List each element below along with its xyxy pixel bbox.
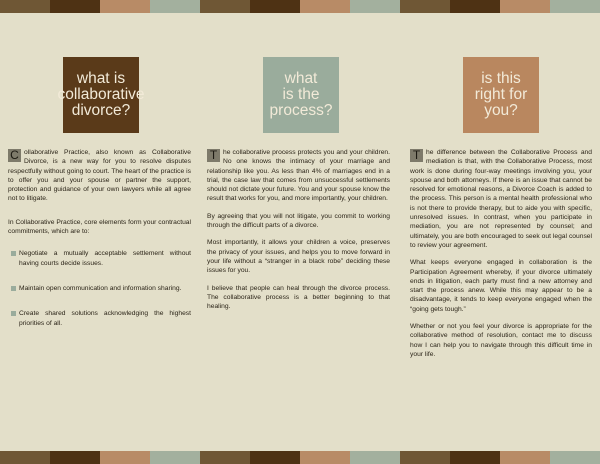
paragraph-text: ollaborative Practice, also known as Collaborative Divorce, is a new way for you to resolve disputes respectfully without going to court. The heart of the practice is to offer you and your spouse or partner the support, protection and guidance of your own lawyers while all agree not to litigate. <box>8 149 191 203</box>
bottom-color-stripe <box>0 451 600 464</box>
title-line: collaborative <box>57 86 145 103</box>
stripe-block <box>450 0 500 13</box>
stripe-block <box>350 451 400 464</box>
title-what-is-the-process <box>263 57 339 133</box>
title-line: is the <box>282 86 320 103</box>
stripe-block <box>300 0 350 13</box>
paragraph <box>8 148 191 204</box>
paragraph-text: he collaborative process protects you and your children. No one knows the intimacy of your marriage and relationship like you. As less than 4% of marriages end in a trial, the case law that comes from unsuccessful settlements should not dictate your future. You and your spouse know the result that works for you, and more importantly, your children. <box>207 149 390 203</box>
title-line: divorce? <box>71 102 131 119</box>
stripe-block <box>0 0 50 13</box>
commitment-list <box>8 249 191 327</box>
paragraph: By agreeing that you will not litigate, you commit to working through the difficult parts of a divorce. <box>207 212 390 230</box>
column-right-for-you <box>410 148 592 367</box>
stripe-block <box>0 451 50 464</box>
paragraph: What keeps everyone engaged in collaboration is the Participation Agreement whereby, if your divorce ultimately ends in litigation, each party must find a new attorney and start the process anew. While this may appear to be a disadvantage, it tends to keep everyone engaged when the “going gets tough.” <box>410 259 592 313</box>
stripe-block <box>450 451 500 464</box>
stripe-block <box>550 0 600 13</box>
stripe-block <box>550 451 600 464</box>
stripe-block <box>50 0 100 13</box>
title-line: right for <box>474 86 528 103</box>
stripe-block <box>100 0 150 13</box>
stripe-block <box>200 0 250 13</box>
paragraph: I believe that people can heal through the divorce process. The collaborative process is a better beginning to that healing. <box>207 284 390 311</box>
title-line: is this <box>481 70 521 87</box>
top-color-stripe <box>0 0 600 13</box>
column-collaborative-divorce <box>8 148 191 344</box>
list-item: Negotiate a mutually acceptable settlement without having courts decide issues. <box>8 249 191 268</box>
stripe-block <box>50 451 100 464</box>
list-item: Maintain open communication and information sharing. <box>8 284 191 293</box>
paragraph: Most importantly, it allows your children a voice, preserves the privacy of your issues, and helps you to move forward in your life without a “stranger in a black robe” deciding these issues for you. <box>207 239 390 275</box>
title-line: what <box>284 70 318 87</box>
stripe-block <box>400 0 450 13</box>
stripe-block <box>400 451 450 464</box>
paragraph-text: he difference between the Collaborative Process and mediation is that, with the Collaborative Process, most work is done during four-way meetings involving you, your spouse and both attorneys. If there is an issue that cannot be resolved for emotional reasons, a Divorce Coach is added to the process. This person is a mental health professional who is not there to provide therapy, but to aide you with specific, unresolved issues. In contrast, when you participate in mediation, you are not represented by counsel; and ultimately, you are both encouraged to seek out legal counsel to review your agreement. <box>410 149 592 249</box>
paragraph <box>410 148 592 250</box>
stripe-block <box>150 0 200 13</box>
stripe-block <box>100 451 150 464</box>
title-line: process? <box>269 102 333 119</box>
list-item: Create shared solutions acknowledging the highest priorities of all. <box>8 309 191 328</box>
paragraph <box>207 148 390 204</box>
stripe-block <box>250 451 300 464</box>
drop-cap: T <box>410 149 423 162</box>
column-the-process <box>207 148 390 319</box>
stripe-block <box>500 451 550 464</box>
paragraph: In Collaborative Practice, core elements form your contractual commitments, which are to: <box>8 218 191 236</box>
paragraph: Whether or not you feel your divorce is appropriate for the collaborative method of resolution, contact me to discuss how I can help you to navigate through this difficult time in your life. <box>410 323 592 358</box>
stripe-block <box>200 451 250 464</box>
title-line: what is <box>76 70 126 87</box>
drop-cap: C <box>8 149 21 162</box>
title-is-this-right-for-you <box>463 57 539 133</box>
title-what-is-collaborative-divorce <box>57 57 145 133</box>
stripe-block <box>500 0 550 13</box>
title-line: you? <box>484 102 518 119</box>
stripe-block <box>350 0 400 13</box>
stripe-block <box>250 0 300 13</box>
stripe-block <box>150 451 200 464</box>
stripe-block <box>300 451 350 464</box>
drop-cap: T <box>207 149 220 162</box>
